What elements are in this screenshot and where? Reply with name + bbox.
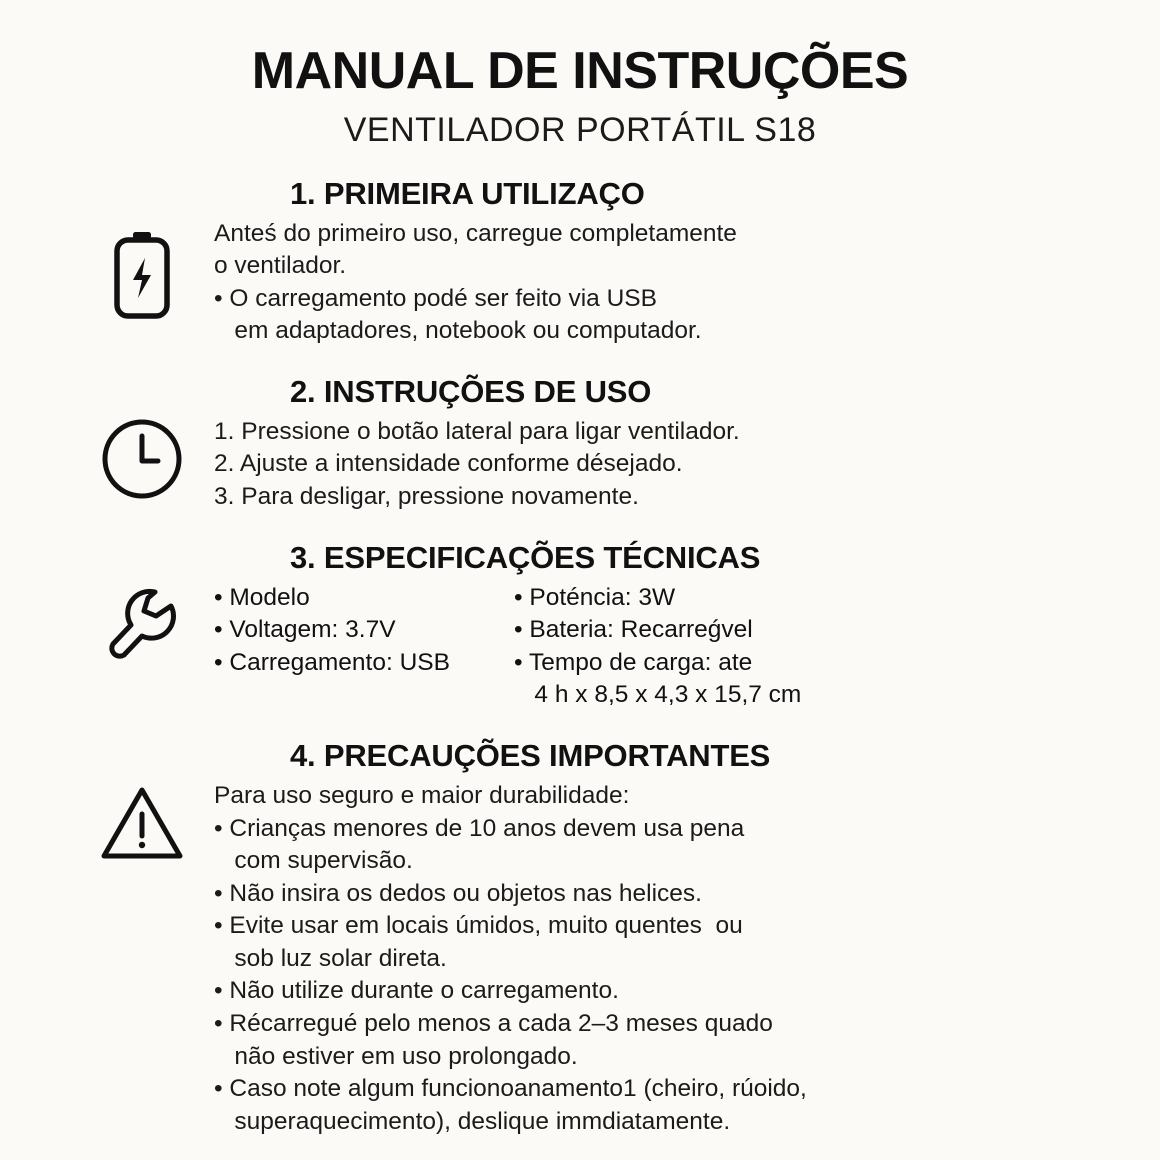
text-line: • Récarregué pelo menos a cada 2–3 meses quado — [214, 1010, 773, 1037]
spec-item: • Poténcia: 3W — [514, 583, 676, 611]
spec-item: • Bateria: Recarreǵvel — [514, 616, 753, 644]
section-heading: 1. PRIMEIRA UTILIZAÇO — [290, 175, 645, 211]
page-subtitle: VENTILADOR PORTÁTIL S18 — [343, 110, 817, 149]
section-content — [214, 416, 1100, 514]
text-line: • Evite usar em locais úmidos, muito quentes ou — [214, 912, 743, 940]
text-line: não estiver em uso prolongado. — [214, 1042, 578, 1070]
text-line: • Caso note algum funcionoanamento1 (cheiro, rúoido, — [214, 1075, 807, 1103]
text-line: Para uso seguro e maior durabilidade: — [214, 781, 630, 809]
section-heading: 3. ESPECIFICAÇÕES TÉCNICAS — [290, 539, 761, 575]
page-title: MANUAL DE INSTRUÇÕES — [251, 42, 909, 100]
section-especificacoes-tecnicas — [0, 540, 1160, 712]
section-primeira-utilizacao — [0, 176, 1160, 348]
text-line: 3. Para desligar, pressione novamente. — [214, 483, 639, 511]
text-line: o ventilador. — [214, 252, 347, 280]
section-heading: 2. INSTRUÇÕES DE USO — [290, 373, 652, 409]
battery-icon — [96, 228, 188, 320]
section-heading: 4. PRECAUÇÕES IMPORTANTES — [290, 737, 771, 773]
text-line: • O carregamento podé ser feito via USB — [214, 284, 657, 312]
text-line: sob luz solar direta. — [214, 944, 447, 972]
spec-item: • Modelo — [214, 583, 310, 611]
section-content — [214, 780, 1100, 1138]
text-line: em adaptadores, notebook ou computador. — [214, 317, 702, 345]
text-line: • Não insira os dedos ou objetos nas helices. — [214, 879, 702, 907]
spec-item: • Tempo de carga: ate — [514, 648, 753, 676]
text-line: Anteś do primeiro uso, carregue completamente — [214, 219, 737, 247]
specs-column-right — [514, 582, 914, 712]
spec-item: • Carregamento: USB — [214, 648, 450, 676]
text-line: 1. Pressione o botão lateral para ligar ventilador. — [214, 417, 740, 445]
clock-icon — [96, 418, 188, 500]
text-line: • Não utilize durante o carregamento. — [214, 977, 619, 1005]
spec-item: 4 h x 8,5 x 4,3 x 15,7 cm — [514, 681, 802, 709]
specs-table — [214, 582, 1100, 712]
section-precaucoes-importantes — [0, 738, 1160, 1138]
section-instrucoes-de-uso — [0, 374, 1160, 514]
text-line: com supervisão. — [214, 847, 413, 875]
document-header — [0, 0, 1160, 150]
text-line: superaquecimento), deslique immdiatamente. — [214, 1107, 731, 1135]
specs-column-left — [214, 582, 514, 712]
warning-icon — [96, 784, 188, 862]
text-line: 2. Ajuste a intensidade conforme désejado. — [214, 450, 683, 478]
text-line: • Crianças menores de 10 anos devem usa pena — [214, 814, 745, 842]
spec-item: • Voltagem: 3.7V — [214, 616, 396, 644]
wrench-icon — [96, 584, 188, 666]
section-content — [214, 218, 1100, 348]
